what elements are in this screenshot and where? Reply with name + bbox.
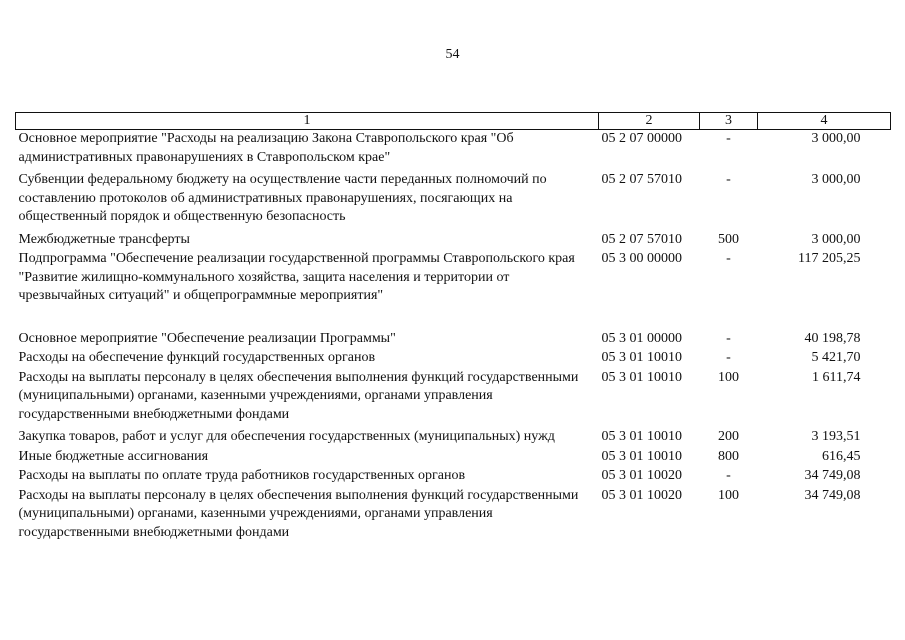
row-amount: 5 421,70 (811, 350, 861, 365)
row-type: - (726, 468, 731, 483)
row-code: 05 3 01 10020 (601, 487, 682, 503)
column-header-name: 1 (16, 113, 599, 130)
row-type: 200 (718, 429, 739, 444)
row-amount: 3 000,00 (811, 172, 861, 187)
row-name: Межбюджетные трансферты (18, 231, 190, 247)
column-header-code: 2 (599, 113, 700, 130)
table-row (16, 231, 891, 251)
row-type: - (726, 251, 731, 266)
row-amount: 3 193,51 (811, 429, 861, 444)
row-type: 100 (718, 487, 739, 503)
row-code: 05 3 01 10010 (601, 369, 682, 385)
row-amount: 34 749,08 (804, 468, 861, 483)
row-amount: 616,45 (822, 448, 861, 464)
table-row (16, 428, 891, 448)
row-name: Подпрограмма "Обеспечение реализации государственной программы Ставропольского края "Развитие жилищно-коммунального хозяйства, защита населения и территории от чрезвычайных ситуаций" и общепрограммные мероприятия" (18, 251, 575, 303)
page-number: 54 (445, 47, 460, 62)
row-name: Расходы на выплаты персоналу в целях обеспечения выполнения функций государственными (муниципальными) органами, казенными учреждениями, органами управления государственными внебюджетными фондами (18, 487, 579, 540)
row-name: Основное мероприятие "Обеспечение реализации Программы" (18, 330, 396, 346)
row-code: 05 2 07 00000 (601, 131, 682, 146)
row-code: 05 2 07 57010 (601, 172, 682, 187)
table-row (16, 171, 891, 231)
row-code: 05 3 00 00000 (601, 251, 682, 266)
row-type: 500 (718, 231, 739, 247)
row-name: Иные бюджетные ассигнования (18, 448, 209, 464)
table-row (16, 130, 891, 172)
column-header-amount: 4 (758, 113, 891, 130)
budget-table (15, 112, 891, 543)
column-header-type: 3 (700, 113, 758, 130)
row-amount: 1 611,74 (812, 369, 861, 385)
table-header-row (16, 113, 891, 130)
row-code: 05 3 01 10010 (601, 429, 682, 444)
row-code: 05 2 07 57010 (601, 231, 682, 247)
row-type: - (726, 330, 731, 346)
row-code: 05 3 01 00000 (601, 330, 682, 346)
row-code: 05 3 01 10020 (601, 468, 682, 483)
row-type: 100 (718, 369, 739, 385)
row-name: Расходы на выплаты по оплате труда работников государственных органов (18, 468, 466, 483)
table-row (16, 250, 891, 330)
row-name: Расходы на обеспечение функций государственных органов (18, 350, 376, 365)
table-row (16, 349, 891, 369)
row-name: Закупка товаров, работ и услуг для обеспечения государственных (муниципальных) нужд (18, 429, 555, 444)
row-amount: 34 749,08 (804, 487, 861, 503)
row-name: Субвенции федеральному бюджету на осуществление части переданных полномочий по составлению протоколов об административных правонарушениях, посягающих на общественный порядок и общественную безопасность (18, 172, 547, 224)
row-code: 05 3 01 10010 (601, 448, 682, 464)
row-amount: 3 000,00 (811, 131, 861, 146)
row-amount: 40 198,78 (804, 330, 861, 346)
row-amount: 117 205,25 (798, 251, 861, 266)
row-type: - (726, 172, 731, 187)
table-row (16, 467, 891, 487)
row-type: - (726, 131, 731, 146)
row-type: 800 (718, 448, 739, 464)
table-row (16, 487, 891, 544)
table-row (16, 330, 891, 350)
row-type: - (726, 350, 731, 365)
table-row (16, 369, 891, 429)
row-amount: 3 000,00 (811, 231, 861, 247)
row-name: Расходы на выплаты персоналу в целях обеспечения выполнения функций государственными (муниципальными) органами, казенными учреждениями, органами управления государственными внебюджетными фондами (18, 369, 579, 422)
table-row (16, 448, 891, 468)
row-name: Основное мероприятие "Расходы на реализацию Закона Ставропольского края "Об административных правонарушениях в Ставропольском крае" (18, 131, 514, 165)
row-code: 05 3 01 10010 (601, 350, 682, 365)
